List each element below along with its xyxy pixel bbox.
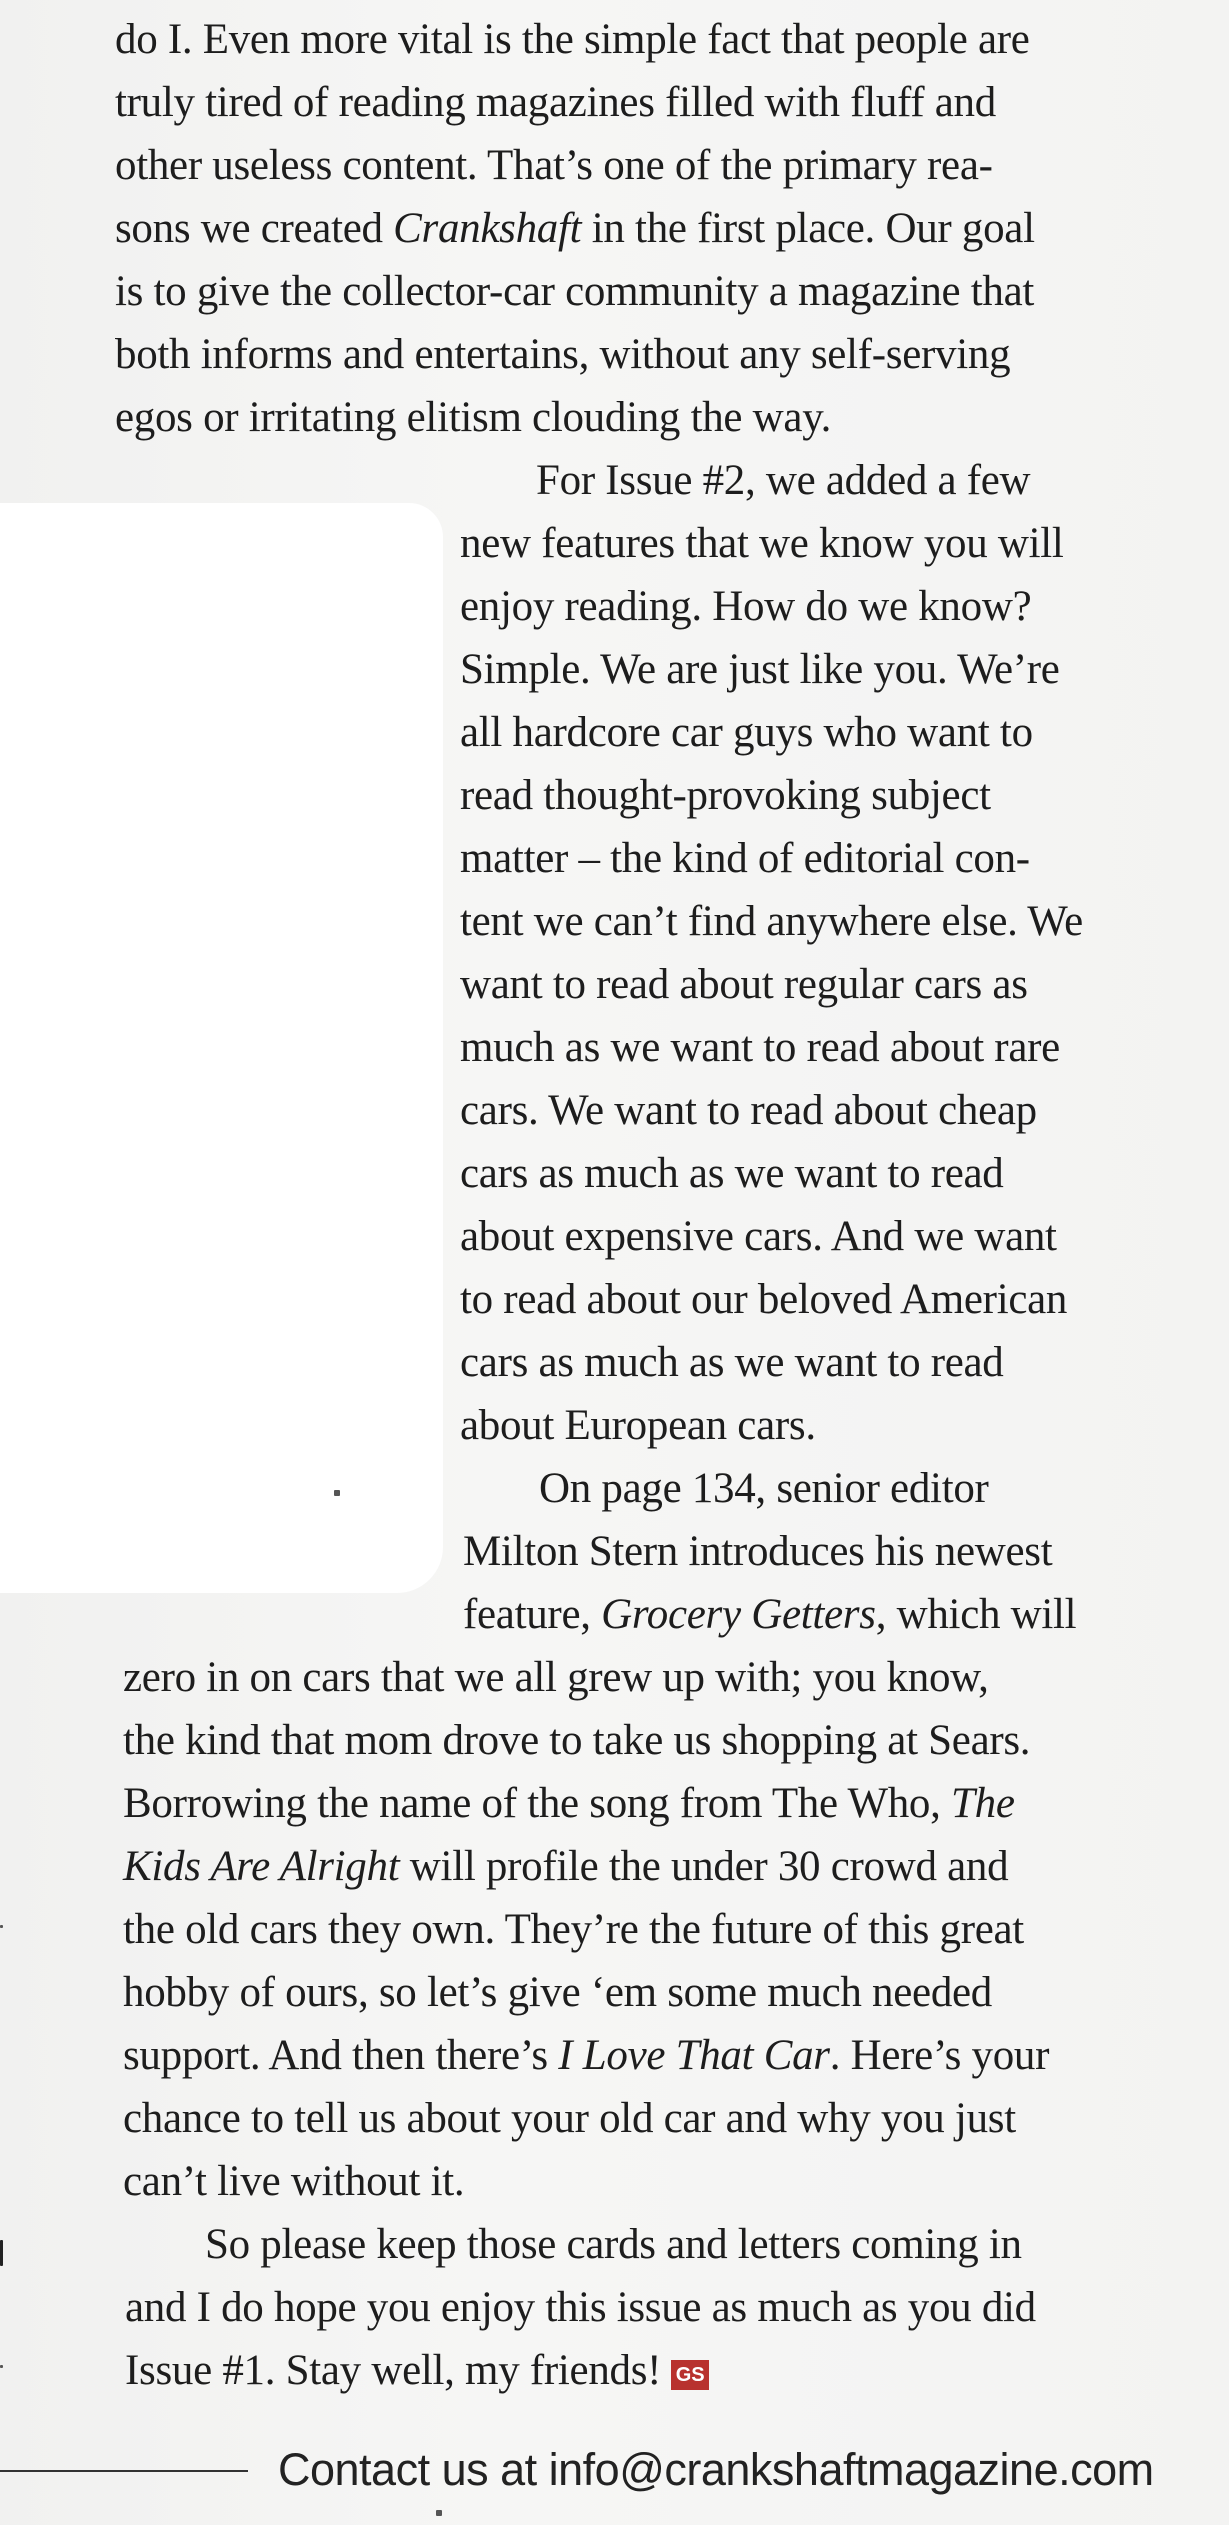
text-run: in the first place. Our goal: [581, 205, 1035, 252]
text-line: matter – the kind of editorial con-: [460, 835, 1030, 882]
text-run: Issue #1. Stay well, my friends!: [125, 2347, 662, 2394]
text-line: egos or irritating elitism clouding the way.: [115, 394, 832, 441]
text-line: read thought-provoking subject: [460, 772, 991, 819]
text-line: can’t live without it.: [123, 2158, 465, 2205]
text-line: zero in on cars that we all grew up with; you know,: [123, 1654, 989, 1701]
text-line: cars. We want to read about cheap: [460, 1087, 1037, 1134]
text-line: cars as much as we want to read: [460, 1150, 1004, 1197]
text-line: chance to tell us about your old car and why you just: [123, 2095, 1016, 2142]
scan-speck: [436, 2510, 442, 2516]
text-line: tent we can’t find anywhere else. We: [460, 898, 1083, 945]
text-line: Milton Stern introduces his newest: [463, 1528, 1053, 1575]
feature-name: I Love That Car: [558, 2032, 830, 2079]
text-line: is to give the collector-car community a magazine that: [115, 268, 1035, 315]
text-line: about expensive cars. And we want: [460, 1213, 1057, 1260]
text-line: and I do hope you enjoy this issue as much as you did: [125, 2284, 1036, 2331]
text-line: the old cars they own. They’re the future of this great: [123, 1906, 1024, 1953]
text-run: will profile the under 30 crowd and: [399, 1843, 1009, 1890]
scan-speck: [0, 2365, 3, 2368]
text-run: Borrowing the name of the song from The Who,: [123, 1780, 952, 1827]
text-run: feature,: [463, 1591, 602, 1638]
scan-speck: [0, 2240, 3, 2266]
feature-name: The: [951, 1780, 1015, 1827]
text-run: . Here’s your: [829, 2032, 1050, 2079]
text-line: all hardcore car guys who want to: [460, 709, 1033, 756]
scan-speck: [334, 1490, 340, 1496]
scan-speck: [0, 1925, 3, 1928]
text-line: the kind that mom drove to take us shopping at Sears.: [123, 1717, 1031, 1764]
feature-name: Kids Are Alright: [123, 1843, 400, 1890]
text-line: do I. Even more vital is the simple fact that people are: [115, 16, 1030, 63]
text-line: enjoy reading. How do we know?: [460, 583, 1032, 630]
text-line: [115, 197, 1035, 260]
text-line: On page 134, senior editor: [539, 1465, 989, 1512]
contact-line: Contact us at info@crankshaftmagazine.com: [278, 2444, 1154, 2495]
text-line: hobby of ours, so let’s give ‘em some much needed: [123, 1969, 993, 2016]
text-line: cars as much as we want to read: [460, 1339, 1004, 1386]
text-run: sons we created: [115, 205, 394, 252]
text-line: [125, 2339, 709, 2402]
text-line: [123, 1772, 1015, 1835]
text-run: support. And then there’s: [123, 2032, 559, 2079]
text-line: want to read about regular cars as: [460, 961, 1028, 1008]
text-line: For Issue #2, we added a few: [536, 457, 1031, 504]
text-line: truly tired of reading magazines filled with fluff and: [115, 79, 996, 126]
text-line: both informs and entertains, without any self-serving: [115, 331, 1011, 378]
magazine-name: Crankshaft: [393, 205, 582, 252]
text-line: [463, 1583, 1076, 1646]
text-line: [123, 1835, 1008, 1898]
text-line: [123, 2024, 1049, 2087]
text-line: new features that we know you will: [460, 520, 1064, 567]
signature-logo-icon: GS: [671, 2360, 709, 2390]
text-line: to read about our beloved American: [460, 1276, 1068, 1323]
text-line: other useless content. That’s one of the primary rea-: [115, 142, 993, 189]
text-run: , which will: [875, 1591, 1077, 1638]
text-line: about European cars.: [460, 1402, 816, 1449]
feature-name: Grocery Getters: [601, 1591, 876, 1638]
text-line: Simple. We are just like you. We’re: [460, 646, 1060, 693]
text-line: So please keep those cards and letters coming in: [205, 2221, 1022, 2268]
text-line: much as we want to read about rare: [460, 1024, 1060, 1071]
image-placeholder: [0, 503, 443, 1593]
footer-rule: [0, 2470, 248, 2472]
